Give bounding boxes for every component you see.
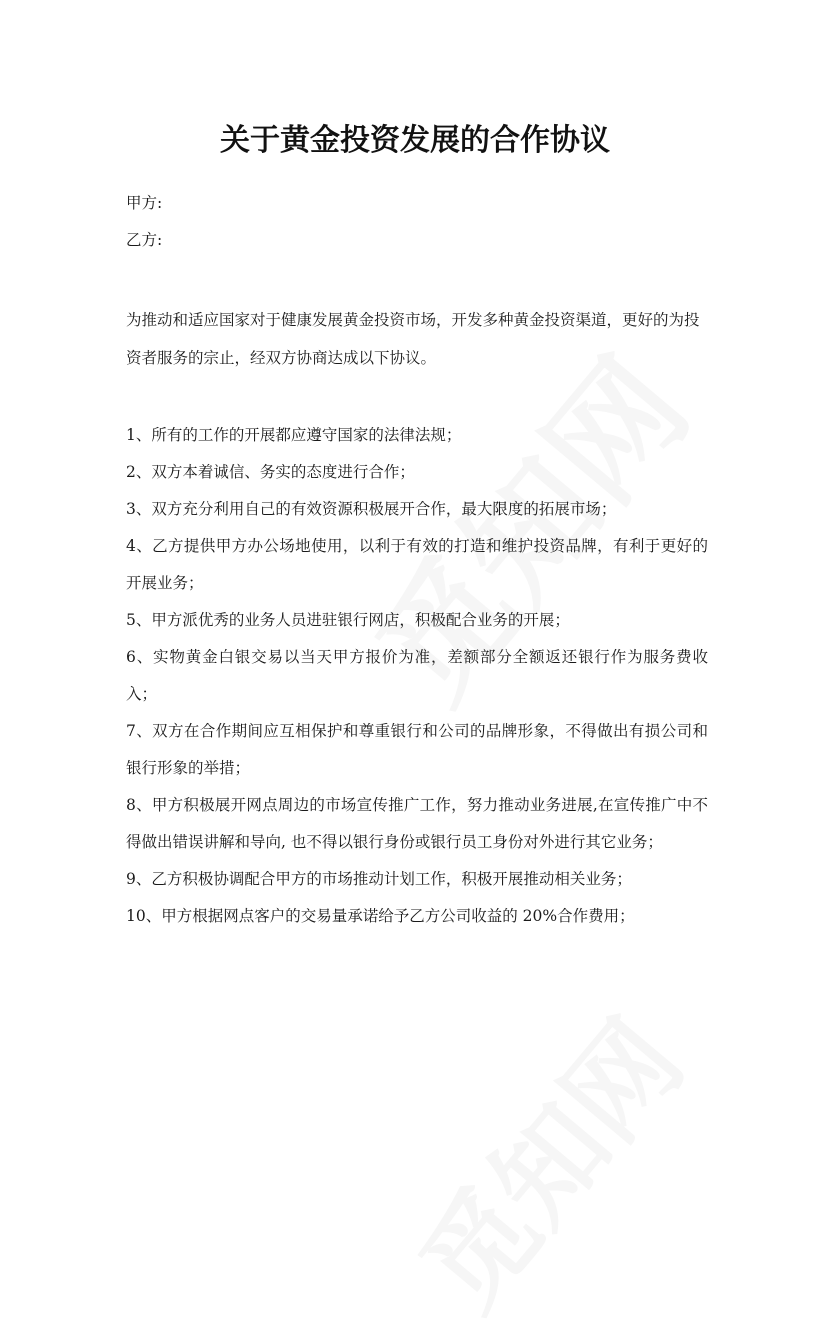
document-title: 关于黄金投资发展的合作协议 — [220, 123, 610, 159]
party-a-line: 甲方: — [126, 194, 163, 212]
clause-item: 7、双方在合作期间应互相保护和尊重银行和公司的品牌形象，不得做出有损公司和银行形象的举措； — [126, 722, 708, 777]
clause-item: 5、甲方派优秀的业务人员进驻银行网店，积极配合业务的开展； — [126, 611, 570, 629]
clause-item: 10、甲方根据网点客户的交易量承诺给予乙方公司收益的 20%合作费用； — [126, 907, 635, 925]
clause-item: 9、乙方积极协调配合甲方的市场推动计划工作，积极开展推动相关业务； — [126, 870, 632, 888]
clause-list — [126, 417, 708, 935]
intro-paragraph: 为推动和适应国家对于健康发展黄金投资市场，开发多种黄金投资渠道，更好的为投资者服务的宗止，经双方协商达成以下协议。 — [126, 311, 700, 367]
watermark — [378, 982, 711, 1336]
clause-item: 2、双方本着诚信、务实的态度进行合作； — [126, 463, 415, 481]
document-body — [126, 188, 708, 951]
clause-item: 8、甲方积极展开网点周边的市场宣传推广工作，努力推动业务进展,在宣传推广中不得做出错误讲解和导向, 也不得以银行身份或银行员工身份对外进行其它业务； — [126, 796, 708, 851]
party-b-line: 乙方: — [126, 231, 163, 249]
clause-item: 4、乙方提供甲方办公场地使用，以利于有效的打造和维护投资品牌，有利于更好的开展业务； — [126, 537, 708, 592]
clause-item: 1、所有的工作的开展都应遵守国家的法律法规； — [126, 426, 462, 444]
clause-item: 6、实物黄金白银交易以当天甲方报价为准，差额部分全额返还银行作为服务费收入； — [126, 648, 708, 703]
clause-item: 3、双方充分利用自己的有效资源积极展开合作，最大限度的拓展市场； — [126, 500, 617, 518]
